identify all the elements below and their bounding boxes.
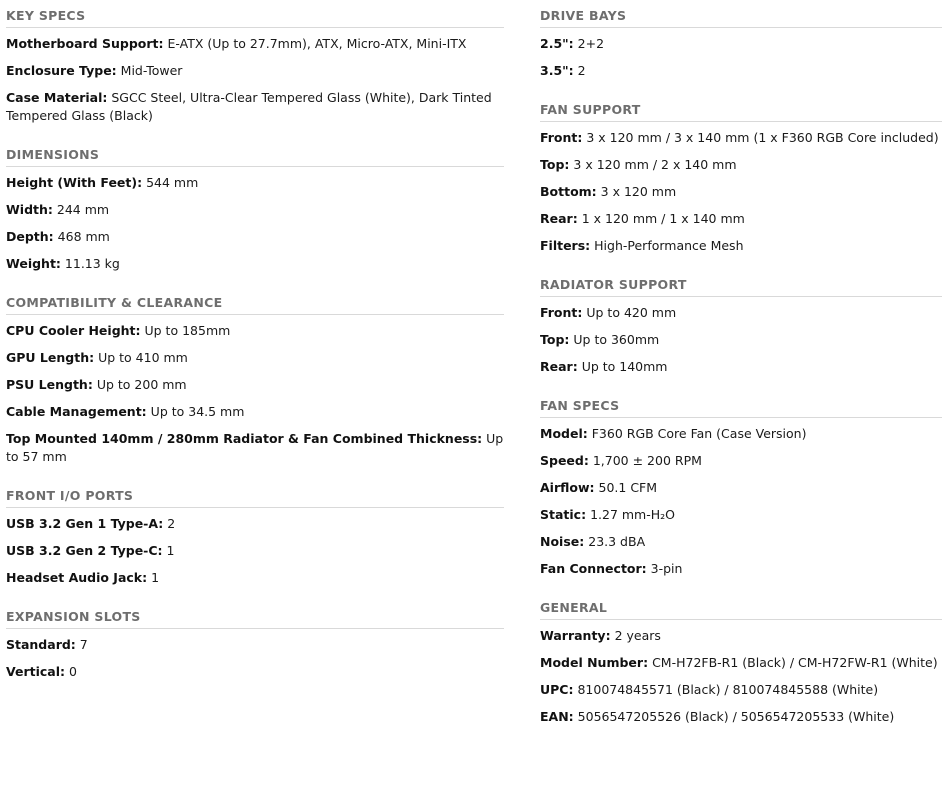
spec-value: 2+2 (577, 36, 605, 51)
spec-label: Front: (540, 305, 583, 320)
spec-label: Motherboard Support: (6, 36, 164, 51)
spec-row-fan-front (540, 129, 942, 147)
spec-value: Up to 57 mm (6, 431, 504, 464)
spec-row-radiator-front (540, 304, 942, 322)
section-title: DIMENSIONS (6, 139, 504, 167)
spec-value: Up to 200 mm (96, 377, 187, 392)
spec-row-fan-speed (540, 452, 942, 470)
spec-value: Up to 410 mm (98, 350, 188, 365)
spec-label: Model Number: (540, 655, 649, 670)
spec-value: 7 (79, 637, 88, 652)
spec-value: 544 mm (146, 175, 199, 190)
spec-label: GPU Length: (6, 350, 95, 365)
section-title: DRIVE BAYS (540, 0, 942, 28)
spec-value: E-ATX (Up to 27.7mm), ATX, Micro-ATX, Mini-ITX (167, 36, 467, 51)
spec-value: Up to 140mm (581, 359, 668, 374)
spec-row-case-material (6, 89, 504, 125)
spec-label: USB 3.2 Gen 1 Type-A: (6, 516, 164, 531)
spec-value: 3 x 120 mm (600, 184, 677, 199)
section-title: FRONT I/O PORTS (6, 480, 504, 508)
spec-row-filters (540, 237, 942, 255)
spec-value: 2 years (614, 628, 661, 643)
spec-value: Mid-Tower (120, 63, 183, 78)
spec-column-left (6, 0, 504, 690)
section-title: FAN SUPPORT (540, 94, 942, 122)
spec-row-usb-type-c (6, 542, 504, 560)
spec-label: Case Material: (6, 90, 108, 105)
spec-row-warranty (540, 627, 942, 645)
section-radiator-support (540, 269, 942, 376)
section-compatibility-clearance (6, 287, 504, 466)
section-expansion-slots (6, 601, 504, 681)
section-title: COMPATIBILITY & CLEARANCE (6, 287, 504, 315)
section-fan-specs (540, 390, 942, 578)
spec-value: Up to 420 mm (586, 305, 677, 320)
spec-row-height (6, 174, 504, 192)
spec-row-motherboard-support (6, 35, 504, 53)
spec-value: 5056547205526 (Black) / 5056547205533 (White) (577, 709, 895, 724)
spec-label: Static: (540, 507, 587, 522)
spec-value: 11.13 kg (64, 256, 120, 271)
spec-row-enclosure-type (6, 62, 504, 80)
spec-label: UPC: (540, 682, 574, 697)
spec-row-noise (540, 533, 942, 551)
spec-value: 468 mm (57, 229, 110, 244)
spec-value: F360 RGB Core Fan (Case Version) (591, 426, 807, 441)
section-drive-bays (540, 0, 942, 80)
section-title: FAN SPECS (540, 390, 942, 418)
spec-row-psu-length (6, 376, 504, 394)
spec-row-airflow (540, 479, 942, 497)
spec-value: 1 (151, 570, 160, 585)
spec-value: 244 mm (56, 202, 110, 217)
spec-label: Height (With Feet): (6, 175, 143, 190)
spec-label: Airflow: (540, 480, 595, 495)
spec-label: Rear: (540, 211, 578, 226)
spec-value: Up to 185mm (144, 323, 231, 338)
spec-row-radiator-top (540, 331, 942, 349)
spec-value: SGCC Steel, Ultra-Clear Tempered Glass (White), Dark Tinted Tempered Glass (Black) (6, 90, 492, 123)
spec-label: Bottom: (540, 184, 597, 199)
spec-value: 23.3 dBA (588, 534, 646, 549)
spec-value: 1.27 mm-H₂O (590, 507, 675, 522)
spec-column-right (540, 0, 942, 735)
spec-row-width (6, 201, 504, 219)
spec-label: Top: (540, 332, 570, 347)
spec-row-depth (6, 228, 504, 246)
spec-value: 1,700 ± 200 RPM (592, 453, 702, 468)
spec-label: Weight: (6, 256, 61, 271)
spec-label: Enclosure Type: (6, 63, 117, 78)
spec-row-headset-audio-jack (6, 569, 504, 587)
section-key-specs (6, 0, 504, 125)
spec-label: PSU Length: (6, 377, 93, 392)
spec-row-cable-management (6, 403, 504, 421)
spec-value: 3 x 120 mm / 2 x 140 mm (573, 157, 737, 172)
section-general (540, 592, 942, 726)
spec-row-static-pressure (540, 506, 942, 524)
spec-label: EAN: (540, 709, 574, 724)
spec-row-upc (540, 681, 942, 699)
spec-label: Noise: (540, 534, 585, 549)
spec-row-standard (6, 636, 504, 654)
spec-row-fan-model (540, 425, 942, 443)
spec-label: Model: (540, 426, 588, 441)
spec-label: Depth: (6, 229, 54, 244)
spec-row-radiator-rear (540, 358, 942, 376)
spec-row-vertical (6, 663, 504, 681)
spec-label: Headset Audio Jack: (6, 570, 148, 585)
section-front-io-ports (6, 480, 504, 587)
spec-label: Rear: (540, 359, 578, 374)
spec-label: Speed: (540, 453, 589, 468)
spec-label: Vertical: (6, 664, 66, 679)
spec-value: CM-H72FB-R1 (Black) / CM-H72FW-R1 (White) (652, 655, 938, 670)
spec-row-top-radiator-thickness (6, 430, 504, 466)
spec-row-gpu-length (6, 349, 504, 367)
spec-label: USB 3.2 Gen 2 Type-C: (6, 543, 163, 558)
spec-row-usb-type-a (6, 515, 504, 533)
spec-value: 50.1 CFM (598, 480, 658, 495)
spec-value: 1 x 120 mm / 1 x 140 mm (581, 211, 745, 226)
spec-value: Up to 360mm (573, 332, 660, 347)
spec-row-cpu-cooler-height (6, 322, 504, 340)
spec-row-fan-bottom (540, 183, 942, 201)
spec-value: High-Performance Mesh (594, 238, 744, 253)
section-title: KEY SPECS (6, 0, 504, 28)
spec-value: 3 x 120 mm / 3 x 140 mm (1 x F360 RGB Core included) (586, 130, 939, 145)
spec-value: 0 (69, 664, 77, 679)
spec-value: 810074845571 (Black) / 810074845588 (White) (577, 682, 879, 697)
spec-row-2-5-bays (540, 35, 942, 53)
spec-label: Top: (540, 157, 570, 172)
spec-label: 3.5": (540, 63, 574, 78)
spec-label: Width: (6, 202, 53, 217)
spec-label: CPU Cooler Height: (6, 323, 141, 338)
spec-label: Top Mounted 140mm / 280mm Radiator & Fan Combined Thickness: (6, 431, 483, 446)
spec-value: 1 (166, 543, 175, 558)
spec-value: 2 (167, 516, 176, 531)
spec-label: Front: (540, 130, 583, 145)
spec-value: 2 (577, 63, 586, 78)
section-dimensions (6, 139, 504, 273)
spec-label: Fan Connector: (540, 561, 647, 576)
spec-label: 2.5": (540, 36, 574, 51)
spec-row-model-number (540, 654, 942, 672)
spec-value: Up to 34.5 mm (150, 404, 245, 419)
spec-label: Warranty: (540, 628, 611, 643)
spec-value: 3-pin (650, 561, 683, 576)
spec-label: Cable Management: (6, 404, 147, 419)
spec-row-fan-connector (540, 560, 942, 578)
spec-label: Standard: (6, 637, 76, 652)
section-title: GENERAL (540, 592, 942, 620)
spec-row-3-5-bays (540, 62, 942, 80)
section-title: EXPANSION SLOTS (6, 601, 504, 629)
spec-row-fan-top (540, 156, 942, 174)
spec-row-weight (6, 255, 504, 273)
section-title: RADIATOR SUPPORT (540, 269, 942, 297)
spec-row-ean (540, 708, 942, 726)
spec-row-fan-rear (540, 210, 942, 228)
section-fan-support (540, 94, 942, 255)
spec-label: Filters: (540, 238, 591, 253)
